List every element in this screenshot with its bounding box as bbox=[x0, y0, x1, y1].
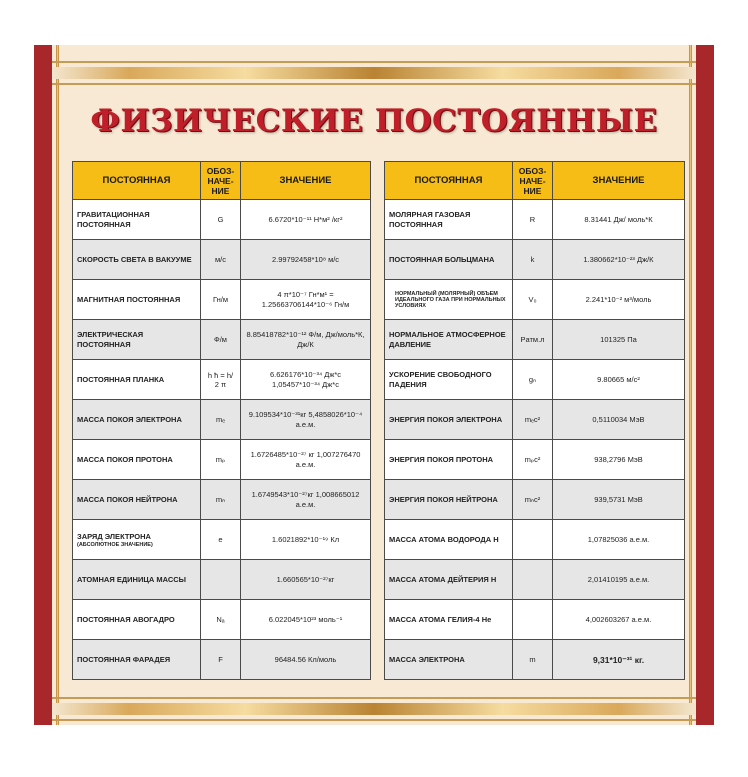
constant-name bbox=[73, 240, 201, 280]
table-row bbox=[385, 360, 685, 400]
constant-name-text: ЭНЕРГИЯ ПОКОЯ ПРОТОНА bbox=[389, 454, 494, 464]
table-row bbox=[385, 240, 685, 280]
constant-value: 8.85418782*10⁻¹² Ф/м, Дж/моль*К, Дж/К bbox=[241, 320, 371, 360]
constant-name-text: МАССА ПОКОЯ НЕЙТРОНА bbox=[77, 494, 178, 504]
table-row bbox=[73, 240, 371, 280]
constant-name bbox=[385, 560, 513, 600]
constant-symbol: mₑc² bbox=[513, 400, 553, 440]
constant-name bbox=[385, 640, 513, 680]
table-row bbox=[73, 320, 371, 360]
constant-symbol: mₑ bbox=[201, 400, 241, 440]
constant-name-text: МАССА ПОКОЯ ЭЛЕКТРОНА bbox=[77, 414, 182, 424]
table-row bbox=[385, 400, 685, 440]
table-row bbox=[385, 640, 685, 680]
constant-name bbox=[385, 480, 513, 520]
constant-value: 9,31*10⁻³¹ кг. bbox=[553, 640, 685, 680]
constant-value: 938,2796 МэВ bbox=[553, 440, 685, 480]
constant-name-text: МАССА АТОМА ВОДОРОДА Н bbox=[389, 534, 499, 544]
constant-name-text: ЗАРЯД ЭЛЕКТРОНА bbox=[77, 531, 151, 541]
top-thin-line bbox=[52, 61, 696, 63]
constant-symbol: м/с bbox=[201, 240, 241, 280]
table-row bbox=[73, 640, 371, 680]
constant-name bbox=[385, 200, 513, 240]
constant-value: 1.6726485*10⁻²⁷ кг 1,007276470 а.е.м. bbox=[241, 440, 371, 480]
constants-table-left bbox=[72, 161, 371, 680]
constant-value: 0,5110034 МэВ bbox=[553, 400, 685, 440]
constant-name bbox=[73, 360, 201, 400]
constant-value: 101325 Па bbox=[553, 320, 685, 360]
header-constant: ПОСТОЯННАЯ bbox=[385, 162, 513, 200]
constant-symbol: R bbox=[513, 200, 553, 240]
constant-name-text: СКОРОСТЬ СВЕТА В ВАКУУМЕ bbox=[77, 254, 192, 264]
left-gold-line bbox=[56, 45, 59, 725]
constant-value: 9.109534*10⁻³¹кг 5,4858026*10⁻⁴ а.е.м. bbox=[241, 400, 371, 440]
constant-name-text: ЭЛЕКТРИЧЕСКАЯ ПОСТОЯННАЯ bbox=[77, 329, 144, 349]
constant-symbol bbox=[513, 560, 553, 600]
constant-value: 6.022045*10²³ моль⁻¹ bbox=[241, 600, 371, 640]
constant-value: 96484.56 Кл/моль bbox=[241, 640, 371, 680]
right-frame-stripe bbox=[696, 45, 714, 725]
constant-symbol: G bbox=[201, 200, 241, 240]
constant-name-text: МАССА АТОМА ГЕЛИЯ-4 Не bbox=[389, 614, 492, 624]
constant-name-text: ПОСТОЯННАЯ БОЛЬЦМАНА bbox=[389, 254, 495, 264]
constant-name-text: УСКОРЕНИЕ СВОБОДНОГО ПАДЕНИЯ bbox=[389, 369, 492, 389]
constant-symbol: Ф/м bbox=[201, 320, 241, 360]
header-value: ЗНАЧЕНИЕ bbox=[241, 162, 371, 200]
constant-value: 2,01410195 а.е.м. bbox=[553, 560, 685, 600]
bottom-thin-line bbox=[52, 697, 696, 699]
header-symbol: ОБОЗ-НАЧЕ-НИЕ bbox=[201, 162, 241, 200]
table-row bbox=[385, 280, 685, 320]
constant-name bbox=[385, 520, 513, 560]
constant-symbol bbox=[513, 520, 553, 560]
constant-name bbox=[385, 600, 513, 640]
constant-value: 4,002603267 а.е.м. bbox=[553, 600, 685, 640]
table-row bbox=[73, 440, 371, 480]
constant-name-text: МАССА ПОКОЯ ПРОТОНА bbox=[77, 454, 173, 464]
constant-name-text: ЭНЕРГИЯ ПОКОЯ ЭЛЕКТРОНА bbox=[389, 414, 503, 424]
table-row bbox=[385, 200, 685, 240]
constant-name-text: ЭНЕРГИЯ ПОКОЯ НЕЙТРОНА bbox=[389, 494, 498, 504]
table-row bbox=[73, 400, 371, 440]
constant-name bbox=[73, 280, 201, 320]
constant-name bbox=[73, 640, 201, 680]
constant-symbol: h ħ = h/ 2 π bbox=[201, 360, 241, 400]
table-row bbox=[385, 600, 685, 640]
table-row bbox=[73, 360, 371, 400]
bottom-thin-line bbox=[52, 719, 696, 721]
constant-name bbox=[385, 240, 513, 280]
constant-note: (АБСОЛЮТНОЕ ЗНАЧЕНИЕ) bbox=[77, 541, 153, 548]
constant-value: 2.241*10⁻² м³/моль bbox=[553, 280, 685, 320]
constant-name bbox=[73, 440, 201, 480]
constant-name-text: МАГНИТНАЯ ПОСТОЯННАЯ bbox=[77, 294, 181, 304]
constant-symbol: k bbox=[513, 240, 553, 280]
table-row bbox=[73, 480, 371, 520]
table-row bbox=[385, 480, 685, 520]
constant-name-text: ПОСТОЯННАЯ ПЛАНКА bbox=[77, 374, 165, 384]
right-gold-line bbox=[689, 45, 692, 725]
constant-value: 6.626176*10⁻³⁴ Дж*с 1,05457*10⁻³⁴ Дж*с bbox=[241, 360, 371, 400]
constant-name bbox=[73, 560, 201, 600]
table-row bbox=[73, 600, 371, 640]
table-row bbox=[73, 280, 371, 320]
constant-value: 1.380662*10⁻²³ Дж/К bbox=[553, 240, 685, 280]
constant-name bbox=[73, 480, 201, 520]
poster bbox=[34, 45, 714, 725]
constant-name bbox=[73, 600, 201, 640]
constant-name bbox=[385, 440, 513, 480]
constant-name bbox=[73, 400, 201, 440]
constant-name bbox=[385, 360, 513, 400]
constant-symbol: mₙc² bbox=[513, 480, 553, 520]
constant-value: 2.99792458*10⁸ м/с bbox=[241, 240, 371, 280]
constant-name bbox=[385, 280, 513, 320]
constant-name bbox=[73, 200, 201, 240]
header-value: ЗНАЧЕНИЕ bbox=[553, 162, 685, 200]
constant-symbol: F bbox=[201, 640, 241, 680]
constant-name-text: АТОМНАЯ ЕДИНИЦА МАССЫ bbox=[77, 574, 186, 584]
constant-symbol: V₀ bbox=[513, 280, 553, 320]
poster-title: ФИЗИЧЕСКИЕ ПОСТОЯННЫЕ bbox=[90, 103, 658, 139]
constant-name-text: НОРМАЛЬНЫЙ (МОЛЯРНЫЙ) ОБЪЕМ ИДЕАЛЬНОГО ГАЗА ПРИ НОРМАЛЬНЫХ УСЛОВИЯХ bbox=[395, 290, 506, 309]
constant-name bbox=[385, 400, 513, 440]
constant-symbol: e bbox=[201, 520, 241, 560]
constant-value: 6.6720*10⁻¹¹ Н*м² /кг² bbox=[241, 200, 371, 240]
constant-name-text: ПОСТОЯННАЯ АВОГАДРО bbox=[77, 614, 175, 624]
table-row bbox=[385, 440, 685, 480]
constant-value: 939,5731 МэВ bbox=[553, 480, 685, 520]
constant-symbol: gₙ bbox=[513, 360, 553, 400]
constant-name-text: ПОСТОЯННАЯ ФАРАДЕЯ bbox=[77, 654, 171, 664]
left-table-body bbox=[73, 200, 371, 680]
constant-name-text: НОРМАЛЬНОЕ АТМОСФЕРНОЕ ДАВЛЕНИЕ bbox=[389, 329, 506, 349]
constant-value: 9.80665 м/с² bbox=[553, 360, 685, 400]
table-row bbox=[385, 320, 685, 360]
constant-value: 1.6021892*10⁻¹⁹ Кл bbox=[241, 520, 371, 560]
constant-symbol: Nₐ bbox=[201, 600, 241, 640]
top-gold-band bbox=[52, 67, 696, 79]
table-row bbox=[73, 520, 371, 560]
constant-name-text: ГРАВИТАЦИОННАЯ ПОСТОЯННАЯ bbox=[77, 209, 150, 229]
constant-name bbox=[73, 320, 201, 360]
constant-symbol bbox=[201, 560, 241, 600]
left-frame-stripe bbox=[34, 45, 52, 725]
constant-symbol: mₚ bbox=[201, 440, 241, 480]
table-header-row bbox=[385, 162, 685, 200]
table-row bbox=[385, 520, 685, 560]
constant-name-text: МАССА АТОМА ДЕЙТЕРИЯ Н bbox=[389, 574, 497, 584]
constant-name-text: МОЛЯРНАЯ ГАЗОВАЯ ПОСТОЯННАЯ bbox=[389, 209, 471, 229]
table-header-row bbox=[73, 162, 371, 200]
constant-name bbox=[385, 320, 513, 360]
constants-table-right bbox=[384, 161, 685, 680]
constant-value: 4 π*10⁻⁷ Гн*м¹ = 1.25663706144*10⁻⁶ Гн/м bbox=[241, 280, 371, 320]
table-row bbox=[385, 560, 685, 600]
constant-value: 1,07825036 а.е.м. bbox=[553, 520, 685, 560]
constant-value: 1.6749543*10⁻²⁷кг 1,008665012 а.е.м. bbox=[241, 480, 371, 520]
header-constant: ПОСТОЯННАЯ bbox=[73, 162, 201, 200]
top-thin-line bbox=[52, 83, 696, 85]
constant-symbol: Гн/м bbox=[201, 280, 241, 320]
header-symbol: ОБОЗ-НАЧЕ-НИЕ bbox=[513, 162, 553, 200]
constant-value: 1.660565*10⁻²⁷кг bbox=[241, 560, 371, 600]
table-row bbox=[73, 200, 371, 240]
bottom-gold-band bbox=[52, 703, 696, 715]
constant-name bbox=[73, 520, 201, 560]
constant-symbol: mₚc² bbox=[513, 440, 553, 480]
constant-symbol: m bbox=[513, 640, 553, 680]
table-row bbox=[73, 560, 371, 600]
constant-symbol bbox=[513, 600, 553, 640]
constant-name-text: МАССА ЭЛЕКТРОНА bbox=[389, 654, 465, 664]
constant-symbol: Pатм.л bbox=[513, 320, 553, 360]
constant-symbol: mₙ bbox=[201, 480, 241, 520]
constant-value: 8.31441 Дж/ моль*К bbox=[553, 200, 685, 240]
right-table-body bbox=[385, 200, 685, 680]
